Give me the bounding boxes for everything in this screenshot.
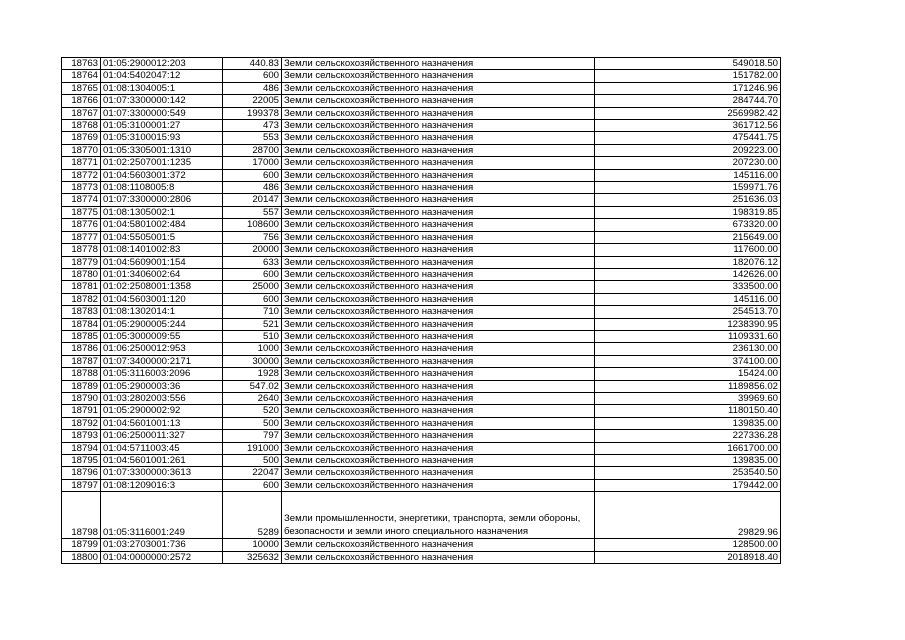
table-row [62,268,781,280]
land-category-cell: Земли сельскохозяйственного назначения [282,551,595,563]
land-category-cell: Земли сельскохозяйственного назначения [282,182,595,194]
row-number-cell: 18777 [62,231,101,243]
row-number-cell: 18790 [62,392,101,404]
land-category-cell: Земли сельскохозяйственного назначения [282,368,595,380]
area-cell: 600 [223,293,282,305]
cadastral-value-cell: 128500.00 [595,539,781,551]
table-row [62,244,781,256]
row-number-cell: 18772 [62,169,101,181]
area-cell: 553 [223,132,282,144]
table-row [62,417,781,429]
table-body [62,58,781,564]
land-category-cell: Земли сельскохозяйственного назначения [282,157,595,169]
cadastral-value-cell: 209223.00 [595,144,781,156]
cadastral-value-cell: 159971.76 [595,182,781,194]
cadastral-value-cell: 2569982.42 [595,107,781,119]
table-row [62,157,781,169]
area-cell: 5289 [223,492,282,539]
cadastral-value-cell: 1238390.95 [595,318,781,330]
table-row [62,551,781,563]
land-category-cell: Земли сельскохозяйственного назначения [282,442,595,454]
land-category-cell: Земли сельскохозяйственного назначения [282,206,595,218]
area-cell: 500 [223,417,282,429]
row-number-cell: 18771 [62,157,101,169]
land-category-cell: Земли сельскохозяйственного назначения [282,539,595,551]
table-row [62,219,781,231]
cadastral-number-cell: 01:04:0000000:2572 [101,551,223,563]
row-number-cell: 18784 [62,318,101,330]
cadastral-number-cell: 01:04:5601001:261 [101,455,223,467]
cadastral-value-cell: 1661700.00 [595,442,781,454]
table-row [62,380,781,392]
cadastral-number-cell: 01:08:1401002:83 [101,244,223,256]
cadastral-number-cell: 01:07:3300000:142 [101,95,223,107]
land-category-cell: Земли сельскохозяйственного назначения [282,479,595,491]
row-number-cell: 18787 [62,355,101,367]
area-cell: 486 [223,182,282,194]
cadastral-number-cell: 01:04:5609001:154 [101,256,223,268]
table-row [62,430,781,442]
area-cell: 22005 [223,95,282,107]
table-row [62,392,781,404]
area-cell: 520 [223,405,282,417]
area-cell: 510 [223,330,282,342]
land-category-cell: Земли сельскохозяйственного назначения [282,293,595,305]
table-row [62,206,781,218]
area-cell: 440.83 [223,58,282,70]
land-category-cell: Земли сельскохозяйственного назначения [282,132,595,144]
cadastral-value-cell: 374100.00 [595,355,781,367]
area-cell: 600 [223,169,282,181]
land-category-cell: Земли сельскохозяйственного назначения [282,343,595,355]
cadastral-number-cell: 01:07:3300000:3613 [101,467,223,479]
land-category-cell: Земли сельскохозяйственного назначения [282,380,595,392]
row-number-cell: 18770 [62,144,101,156]
cadastral-value-cell: 15424.00 [595,368,781,380]
table-row [62,169,781,181]
row-number-cell: 18797 [62,479,101,491]
cadastral-number-cell: 01:08:1304005:1 [101,82,223,94]
area-cell: 633 [223,256,282,268]
land-category-cell: Земли сельскохозяйственного назначения [282,120,595,132]
table-row [62,455,781,467]
cadastral-value-cell: 139835.00 [595,455,781,467]
area-cell: 547.02 [223,380,282,392]
row-number-cell: 18781 [62,281,101,293]
cadastral-number-cell: 01:01:3406002:64 [101,268,223,280]
cadastral-number-cell: 01:03:2802003:556 [101,392,223,404]
cadastral-value-cell: 182076.12 [595,256,781,268]
cadastral-value-cell: 236130.00 [595,343,781,355]
table-row [62,405,781,417]
row-number-cell: 18800 [62,551,101,563]
land-category-cell: Земли сельскохозяйственного назначения [282,318,595,330]
land-category-cell: Земли сельскохозяйственного назначения [282,95,595,107]
land-category-cell: Земли сельскохозяйственного назначения [282,268,595,280]
cadastral-value-cell: 1180150.40 [595,405,781,417]
cadastral-number-cell: 01:08:1305002:1 [101,206,223,218]
area-cell: 20000 [223,244,282,256]
cadastral-value-cell: 198319.85 [595,206,781,218]
area-cell: 756 [223,231,282,243]
land-category-cell: Земли сельскохозяйственного назначения [282,107,595,119]
row-number-cell: 18775 [62,206,101,218]
table-row [62,58,781,70]
land-category-cell: Земли сельскохозяйственного назначения [282,256,595,268]
row-number-cell: 18765 [62,82,101,94]
cadastral-number-cell: 01:02:2507001:1235 [101,157,223,169]
land-category-cell: Земли сельскохозяйственного назначения [282,244,595,256]
cadastral-number-cell: 01:05:3305001:1310 [101,144,223,156]
row-number-cell: 18767 [62,107,101,119]
cadastral-value-cell: 207230.00 [595,157,781,169]
table-row [62,330,781,342]
land-category-cell: Земли сельскохозяйственного назначения [282,70,595,82]
cadastral-value-cell: 179442.00 [595,479,781,491]
table-row [62,318,781,330]
area-cell: 25000 [223,281,282,293]
cadastral-number-cell: 01:04:5801002:484 [101,219,223,231]
cadastral-value-cell: 145116.00 [595,169,781,181]
row-number-cell: 18763 [62,58,101,70]
table-row [62,120,781,132]
cadastral-value-cell: 673320.00 [595,219,781,231]
cadastral-number-cell: 01:04:5402047:12 [101,70,223,82]
land-records-table [61,57,781,564]
row-number-cell: 18783 [62,306,101,318]
cadastral-number-cell: 01:04:5711003:45 [101,442,223,454]
area-cell: 557 [223,206,282,218]
cadastral-value-cell: 2018918.40 [595,551,781,563]
table-row [62,492,781,539]
land-category-cell: Земли сельскохозяйственного назначения [282,355,595,367]
row-number-cell: 18764 [62,70,101,82]
cadastral-number-cell: 01:08:1302014:1 [101,306,223,318]
row-number-cell: 18766 [62,95,101,107]
table-row [62,479,781,491]
land-category-cell: Земли сельскохозяйственного назначения [282,330,595,342]
cadastral-number-cell: 01:05:3100015:93 [101,132,223,144]
row-number-cell: 18789 [62,380,101,392]
row-number-cell: 18795 [62,455,101,467]
area-cell: 30000 [223,355,282,367]
row-number-cell: 18774 [62,194,101,206]
area-cell: 108600 [223,219,282,231]
land-category-cell: Земли сельскохозяйственного назначения [282,405,595,417]
area-cell: 22047 [223,467,282,479]
row-number-cell: 18793 [62,430,101,442]
area-cell: 191000 [223,442,282,454]
cadastral-value-cell: 1109331.60 [595,330,781,342]
land-category-cell: Земли сельскохозяйственного назначения [282,455,595,467]
land-category-cell: Земли сельскохозяйственного назначения [282,467,595,479]
table-row [62,355,781,367]
land-category-cell: Земли сельскохозяйственного назначения [282,169,595,181]
area-cell: 473 [223,120,282,132]
table-row [62,343,781,355]
row-number-cell: 18792 [62,417,101,429]
cadastral-number-cell: 01:05:2900012:203 [101,58,223,70]
cadastral-number-cell: 01:07:3300000:549 [101,107,223,119]
cadastral-value-cell: 215649.00 [595,231,781,243]
land-category-cell: Земли сельскохозяйственного назначения [282,231,595,243]
cadastral-value-cell: 361712.56 [595,120,781,132]
area-cell: 325632 [223,551,282,563]
land-category-cell: Земли сельскохозяйственного назначения [282,392,595,404]
row-number-cell: 18794 [62,442,101,454]
area-cell: 1928 [223,368,282,380]
cadastral-number-cell: 01:05:2900005:244 [101,318,223,330]
area-cell: 1000 [223,343,282,355]
area-cell: 28700 [223,144,282,156]
row-number-cell: 18798 [62,492,101,539]
land-category-cell: Земли сельскохозяйственного назначения [282,219,595,231]
cadastral-number-cell: 01:02:2508001:1358 [101,281,223,293]
area-cell: 500 [223,455,282,467]
cadastral-value-cell: 549018.50 [595,58,781,70]
table-row [62,144,781,156]
cadastral-value-cell: 142626.00 [595,268,781,280]
land-category-cell: Земли сельскохозяйственного назначения [282,82,595,94]
cadastral-number-cell: 01:07:3400000:2171 [101,355,223,367]
table-row [62,132,781,144]
area-cell: 486 [223,82,282,94]
table-row [62,467,781,479]
cadastral-number-cell: 01:08:1108005:8 [101,182,223,194]
table-row [62,256,781,268]
table-row [62,293,781,305]
area-cell: 20147 [223,194,282,206]
land-category-cell: Земли промышленности, энергетики, транспорта, земли обороны, безопасности и земли иного специального назначения [282,492,595,539]
row-number-cell: 18780 [62,268,101,280]
row-number-cell: 18776 [62,219,101,231]
land-category-cell: Земли сельскохозяйственного назначения [282,430,595,442]
cadastral-value-cell: 284744.70 [595,95,781,107]
cadastral-value-cell: 151782.00 [595,70,781,82]
table-row [62,539,781,551]
land-category-cell: Земли сельскохозяйственного назначения [282,194,595,206]
cadastral-value-cell: 253540.50 [595,467,781,479]
cadastral-number-cell: 01:04:5505001:5 [101,231,223,243]
cadastral-value-cell: 475441.75 [595,132,781,144]
row-number-cell: 18796 [62,467,101,479]
cadastral-value-cell: 145116.00 [595,293,781,305]
cadastral-value-cell: 139835.00 [595,417,781,429]
area-cell: 2640 [223,392,282,404]
cadastral-value-cell: 333500.00 [595,281,781,293]
cadastral-value-cell: 171246.96 [595,82,781,94]
cadastral-number-cell: 01:05:3116001:249 [101,492,223,539]
cadastral-number-cell: 01:05:2900003:36 [101,380,223,392]
cadastral-number-cell: 01:04:5601001:13 [101,417,223,429]
cadastral-value-cell: 29829.96 [595,492,781,539]
table-row [62,231,781,243]
cadastral-number-cell: 01:05:2900002:92 [101,405,223,417]
cadastral-number-cell: 01:04:5603001:372 [101,169,223,181]
row-number-cell: 18769 [62,132,101,144]
cadastral-value-cell: 251636.03 [595,194,781,206]
area-cell: 10000 [223,539,282,551]
table-row [62,70,781,82]
table-row [62,194,781,206]
cadastral-number-cell: 01:05:3116003:2096 [101,368,223,380]
row-number-cell: 18778 [62,244,101,256]
table-row [62,281,781,293]
table-row [62,306,781,318]
row-number-cell: 18773 [62,182,101,194]
area-cell: 797 [223,430,282,442]
cadastral-number-cell: 01:05:3100001:27 [101,120,223,132]
cadastral-number-cell: 01:06:2500012:953 [101,343,223,355]
cadastral-number-cell: 01:05:3000009:55 [101,330,223,342]
area-cell: 17000 [223,157,282,169]
row-number-cell: 18768 [62,120,101,132]
cadastral-number-cell: 01:08:1209016:3 [101,479,223,491]
area-cell: 710 [223,306,282,318]
cadastral-value-cell: 1189856.02 [595,380,781,392]
area-cell: 199378 [223,107,282,119]
row-number-cell: 18799 [62,539,101,551]
cadastral-number-cell: 01:04:5603001:120 [101,293,223,305]
table-row [62,95,781,107]
land-category-cell: Земли сельскохозяйственного назначения [282,144,595,156]
table-row [62,368,781,380]
cadastral-value-cell: 117600.00 [595,244,781,256]
cadastral-number-cell: 01:07:3300000:2806 [101,194,223,206]
land-category-cell: Земли сельскохозяйственного назначения [282,58,595,70]
area-cell: 600 [223,268,282,280]
area-cell: 600 [223,479,282,491]
row-number-cell: 18782 [62,293,101,305]
area-cell: 521 [223,318,282,330]
row-number-cell: 18779 [62,256,101,268]
table-row [62,82,781,94]
table-row [62,107,781,119]
table-row [62,442,781,454]
cadastral-value-cell: 227336.28 [595,430,781,442]
row-number-cell: 18785 [62,330,101,342]
row-number-cell: 18786 [62,343,101,355]
cadastral-value-cell: 39969.60 [595,392,781,404]
cadastral-number-cell: 01:06:2500011:327 [101,430,223,442]
cadastral-value-cell: 254513.70 [595,306,781,318]
land-category-cell: Земли сельскохозяйственного назначения [282,417,595,429]
row-number-cell: 18791 [62,405,101,417]
land-category-cell: Земли сельскохозяйственного назначения [282,306,595,318]
land-category-cell: Земли сельскохозяйственного назначения [282,281,595,293]
table-row [62,182,781,194]
area-cell: 600 [223,70,282,82]
cadastral-number-cell: 01:03:2703001:736 [101,539,223,551]
row-number-cell: 18788 [62,368,101,380]
